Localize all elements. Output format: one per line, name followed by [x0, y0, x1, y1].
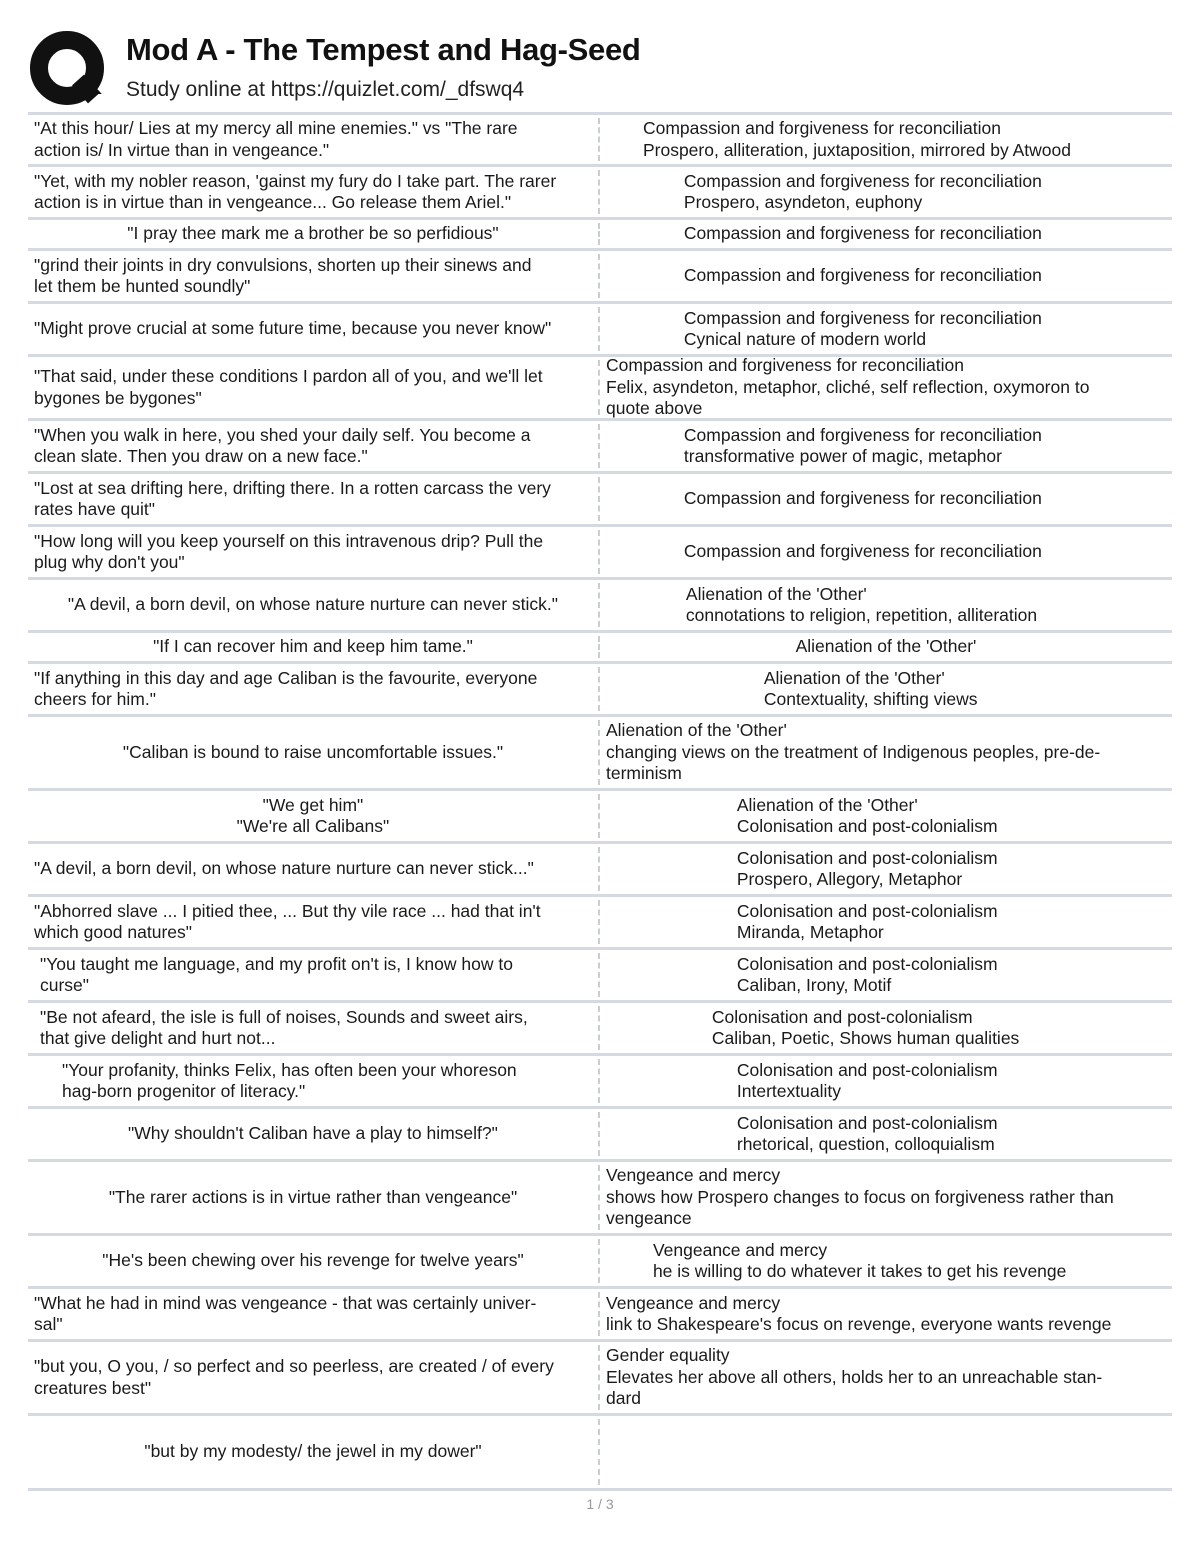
table-row [28, 897, 1172, 950]
page-title: Mod A - The Tempest and Hag-Seed [126, 32, 641, 67]
definition-cell [600, 633, 1172, 661]
table-row [28, 220, 1172, 251]
header [28, 28, 1178, 108]
definition-text: Alienation of the 'Other' [685, 583, 867, 604]
definition-text: Intertextuality [736, 1081, 841, 1101]
definition-text: Elevates her above all others, holds her to an unreachable stan- [606, 1366, 1103, 1387]
table-row [28, 1003, 1172, 1056]
definition-text: Compassion and forgiveness for reconciliation [683, 223, 1042, 244]
term-cell [28, 251, 598, 301]
definition-cell [600, 950, 1172, 1000]
definition-cell [600, 1056, 1172, 1106]
term-cell [28, 580, 598, 630]
definition-cell [600, 1342, 1172, 1413]
term-cell [28, 1342, 598, 1413]
term-text: bygones be bygones" [34, 387, 202, 408]
term-text: action is in virtue than in vengeance... Go release them Ariel." [34, 192, 512, 212]
definition-cell [600, 1289, 1172, 1339]
definition-text: Vengeance and mercy [606, 1292, 781, 1313]
term-cell [28, 897, 598, 947]
term-text: "If I can recover him and keep him tame." [153, 636, 473, 657]
term-text: "The rarer actions is in virtue rather than vengeance" [108, 1186, 518, 1207]
term-cell [28, 1056, 598, 1106]
definition-cell [600, 1109, 1172, 1159]
term-text: "Yet, with my nobler reason, 'gainst my fury do I take part. The rarer [34, 170, 557, 191]
term-text: "A devil, a born devil, on whose nature nurture can never stick..." [34, 858, 534, 879]
definition-cell [600, 220, 1172, 248]
term-text: "Might prove crucial at some future time, because you never know" [34, 318, 552, 339]
definition-text: Colonisation and post-colonialism [736, 816, 998, 836]
table-row [28, 950, 1172, 1003]
term-text: "grind their joints in dry convulsions, shorten up their sinews and [34, 254, 532, 275]
definition-text: Compassion and forgiveness for reconciliation [683, 488, 1042, 509]
definition-text: Colonisation and post-colonialism [736, 953, 998, 974]
term-text: "If anything in this day and age Caliban is the favourite, everyone [34, 667, 538, 688]
table-row [28, 664, 1172, 717]
definition-text: Cynical nature of modern world [683, 329, 927, 349]
definition-cell [600, 421, 1172, 471]
definition-cell [600, 527, 1172, 577]
term-cell [28, 1416, 598, 1488]
term-text: that give delight and hurt not... [40, 1028, 276, 1048]
term-cell [28, 220, 598, 248]
definition-cell [600, 115, 1172, 164]
flashcard-table [28, 112, 1172, 1491]
definition-text: Contextuality, shifting views [763, 689, 978, 709]
term-cell [28, 357, 598, 418]
term-text: "Caliban is bound to raise uncomfortable issues." [122, 741, 504, 762]
table-row [28, 580, 1172, 633]
term-text: "Your profanity, thinks Felix, has often been your whoreson [62, 1059, 517, 1080]
term-text: which good natures" [34, 922, 192, 942]
term-text: "You taught me language, and my profit on't is, I know how to [40, 953, 513, 974]
definition-text: Vengeance and mercy [652, 1239, 828, 1260]
definition-text: Alienation of the 'Other' [795, 636, 977, 657]
definition-text: shows how Prospero changes to focus on forgiveness rather than [606, 1186, 1114, 1207]
definition-text: Caliban, Irony, Motif [736, 975, 892, 995]
term-text: clean slate. Then you draw on a new face." [34, 446, 368, 466]
term-cell [28, 1162, 598, 1233]
definition-cell [600, 474, 1172, 524]
table-row [28, 167, 1172, 220]
definition-text: Compassion and forgiveness for reconciliation [683, 541, 1042, 562]
term-text: "What he had in mind was vengeance - that was certainly univer- [34, 1292, 537, 1313]
definition-text: Colonisation and post-colonialism [736, 847, 998, 868]
term-text: hag-born progenitor of literacy." [62, 1081, 306, 1101]
definition-cell [600, 357, 1172, 418]
term-cell [28, 527, 598, 577]
term-text: plug why don't you" [34, 552, 185, 572]
definition-cell [600, 1416, 1172, 1488]
definition-cell [600, 844, 1172, 894]
term-text: sal" [34, 1314, 63, 1334]
definition-cell [600, 1003, 1172, 1053]
term-text: curse" [40, 975, 90, 995]
term-cell [28, 115, 598, 164]
definition-text: Compassion and forgiveness for reconciliation [606, 355, 964, 376]
term-text: cheers for him." [34, 689, 156, 709]
definition-cell [600, 1162, 1172, 1233]
term-text: "We're all Calibans" [236, 816, 390, 836]
term-text: "When you walk in here, you shed your daily self. You become a [34, 424, 531, 445]
page-number: 1 / 3 [586, 1496, 614, 1512]
definition-text: transformative power of magic, metaphor [683, 446, 1002, 466]
term-cell [28, 950, 598, 1000]
definition-text: Compassion and forgiveness for reconciliation [642, 118, 1001, 138]
term-text: rates have quit" [34, 499, 156, 519]
definition-text: Alienation of the 'Other' [606, 720, 787, 741]
definition-text: Alienation of the 'Other' [736, 794, 918, 815]
term-cell [28, 304, 598, 354]
term-text: "I pray thee mark me a brother be so perfidious" [127, 223, 499, 244]
quizlet-logo-icon [28, 28, 110, 110]
term-text: "How long will you keep yourself on this intravenous drip? Pull the [34, 530, 544, 551]
table-row [28, 357, 1172, 421]
definition-cell [600, 580, 1172, 630]
definition-cell [600, 897, 1172, 947]
definition-cell [600, 664, 1172, 714]
definition-text: Prospero, alliteration, juxtaposition, mirrored by Atwood [642, 139, 1071, 160]
definition-text: Felix, asyndeton, metaphor, cliché, self reflection, oxymoron to [606, 376, 1090, 397]
definition-cell [600, 167, 1172, 217]
table-row [28, 421, 1172, 474]
term-text: "Be not afeard, the isle is full of noises, Sounds and sweet airs, [40, 1006, 528, 1027]
definition-text: Alienation of the 'Other' [763, 667, 945, 688]
term-text: "He's been chewing over his revenge for twelve years" [102, 1250, 524, 1271]
table-row [28, 1342, 1172, 1416]
term-cell [28, 167, 598, 217]
term-cell [28, 717, 598, 788]
term-text: creatures best" [34, 1377, 152, 1398]
term-text: "but by my modesty/ the jewel in my dower" [144, 1441, 482, 1462]
table-row [28, 474, 1172, 527]
term-cell [28, 1289, 598, 1339]
term-text: "but you, O you, / so perfect and so peerless, are created / of every [34, 1356, 554, 1376]
definition-text: Miranda, Metaphor [736, 922, 884, 942]
definition-text: Vengeance and mercy [606, 1165, 781, 1186]
table-row [28, 1109, 1172, 1162]
table-row [28, 791, 1172, 844]
table-row [28, 527, 1172, 580]
definition-text: changing views on the treatment of Indigenous peoples, pre-de- [606, 741, 1101, 762]
definition-cell [600, 1236, 1172, 1286]
definition-text: Prospero, asyndeton, euphony [683, 192, 923, 212]
table-row [28, 1236, 1172, 1289]
term-text: action is/ In virtue than in vengeance." [34, 139, 330, 160]
term-cell [28, 1236, 598, 1286]
term-cell [28, 421, 598, 471]
definition-text: Colonisation and post-colonialism [736, 900, 998, 921]
term-cell [28, 1109, 598, 1159]
definition-text: connotations to religion, repetition, alliteration [685, 605, 1038, 625]
definition-text: he is willing to do whatever it takes to get his revenge [652, 1261, 1067, 1281]
table-row [28, 1289, 1172, 1342]
term-cell [28, 474, 598, 524]
term-cell [28, 791, 598, 841]
definition-text: vengeance [606, 1208, 692, 1229]
term-text: "Why shouldn't Caliban have a play to himself?" [128, 1123, 498, 1144]
definition-text: Compassion and forgiveness for reconciliation [683, 170, 1042, 191]
table-row [28, 1162, 1172, 1236]
term-text: "A devil, a born devil, on whose nature nurture can never stick." [67, 594, 558, 615]
definition-text: Compassion and forgiveness for reconciliation [683, 424, 1042, 445]
definition-text: quote above [606, 398, 703, 419]
term-cell [28, 633, 598, 661]
definition-text: Gender equality [606, 1345, 730, 1366]
definition-text: Caliban, Poetic, Shows human qualities [711, 1028, 1020, 1048]
definition-text: Colonisation and post-colonialism [736, 1059, 998, 1080]
term-text: "Lost at sea drifting here, drifting there. In a rotten carcass the very [34, 477, 551, 498]
term-text: "At this hour/ Lies at my mercy all mine enemies." vs "The rare [34, 118, 518, 138]
definition-text: Compassion and forgiveness for reconciliation [683, 265, 1042, 286]
definition-text: Prospero, Allegory, Metaphor [736, 869, 963, 889]
table-row [28, 633, 1172, 664]
table-row [28, 251, 1172, 304]
term-text: "That said, under these conditions I pardon all of you, and we'll let [34, 366, 543, 386]
table-row [28, 1056, 1172, 1109]
definition-text: terminism [606, 763, 682, 784]
table-row [28, 115, 1172, 167]
definition-text: Colonisation and post-colonialism [736, 1112, 998, 1133]
table-row [28, 304, 1172, 357]
table-row [28, 1416, 1172, 1491]
definition-text: Compassion and forgiveness for reconciliation [683, 307, 1042, 328]
term-text: "We get him" [262, 794, 364, 815]
definition-text: link to Shakespeare's focus on revenge, everyone wants revenge [606, 1314, 1112, 1334]
term-cell [28, 664, 598, 714]
term-text: "Abhorred slave ... I pitied thee, ... But thy vile race ... had that in't [34, 900, 541, 921]
table-row [28, 844, 1172, 897]
definition-text: Colonisation and post-colonialism [711, 1006, 973, 1027]
definition-text: dard [606, 1388, 642, 1409]
table-row [28, 717, 1172, 791]
definition-text: rhetorical, question, colloquialism [736, 1134, 995, 1154]
definition-cell [600, 304, 1172, 354]
term-cell [28, 844, 598, 894]
definition-cell [600, 717, 1172, 788]
term-cell [28, 1003, 598, 1053]
study-link[interactable]: Study online at https://quizlet.com/_dfswq4 [126, 78, 525, 101]
definition-cell [600, 251, 1172, 301]
definition-cell [600, 791, 1172, 841]
term-text: let them be hunted soundly" [34, 276, 251, 296]
